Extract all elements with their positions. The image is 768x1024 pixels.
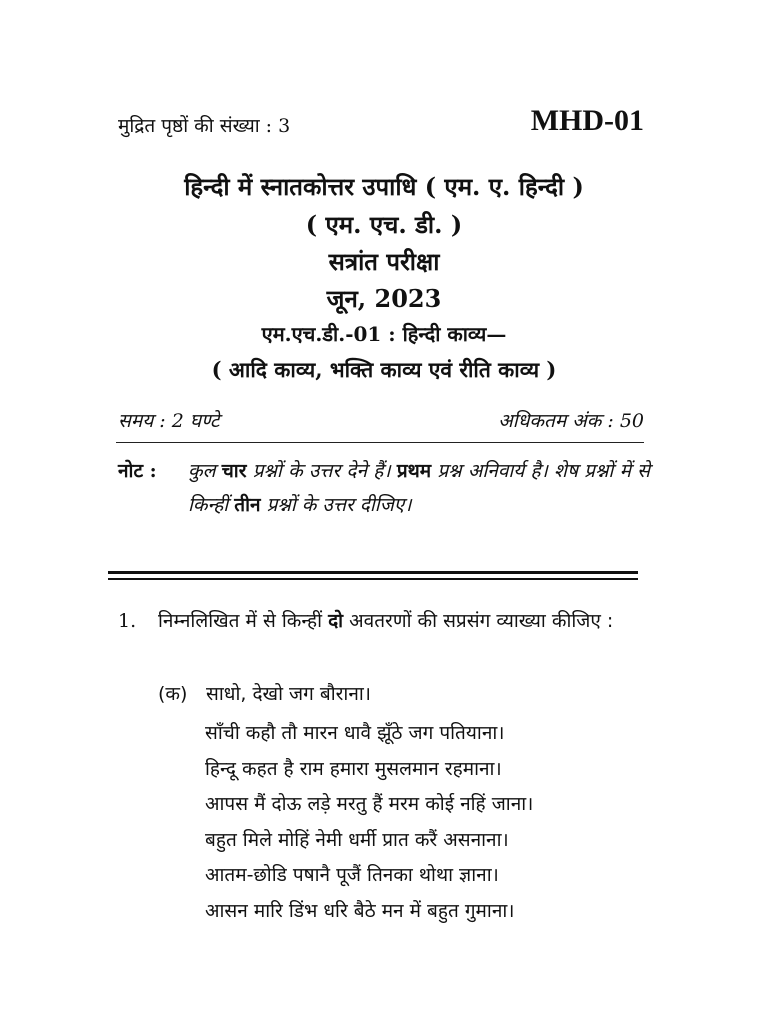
divider-double-top — [108, 571, 638, 574]
verse-block — [205, 716, 533, 929]
verse-line: आतम-छोडि पषानै पूजैं तिनका थोथा ज्ञाना। — [205, 864, 499, 886]
max-marks: अधिकतम अंक : 50 — [498, 410, 644, 432]
verse-line: हिन्दू कहत है राम हमारा मुसलमान रहमाना। — [205, 757, 502, 780]
degree-abbr: ( एम. एच. डी. ) — [305, 210, 463, 239]
note-text: कुल चार प्रश्नों के उत्तर देने हैं। प्रथम प्रश्न अनिवार्य है। शेष प्रश्नों में से किन्हीं तीन प्रश्नों के उत्तर दीजिए। — [188, 460, 651, 516]
question-text: निम्नलिखित में से किन्हीं दो अवतरणों की सप्रसंग व्याख्या कीजिए : — [158, 610, 614, 632]
course-code: MHD-01 — [530, 104, 644, 137]
verse-line: बहुत मिले मोहिं नेमी धर्मी प्रात करैं असनाना। — [205, 828, 509, 851]
paper-subtitle: ( आदि काव्य, भक्ति काव्य एवं रीति काव्य ) — [211, 357, 557, 382]
printed-pages-count: मुद्रित पृष्ठों की संख्या : 3 — [118, 115, 291, 137]
degree-title: हिन्दी में स्नातकोत्तर उपाधि ( एम. ए. हिन्दी ) — [184, 172, 584, 201]
exam-session: जून, 2023 — [326, 284, 442, 313]
subquestion-label: (क) — [158, 683, 188, 705]
paper-title: एम.एच.डी.-01 : हिन्दी काव्य— — [261, 322, 507, 346]
exam-time: समय : 2 घण्टे — [118, 410, 220, 432]
verse-line: आसन मारि डिंभ धरि बैठे मन में बहुत गुमाना। — [205, 899, 515, 922]
verse-line: आपस मैं दोऊ लड़े मरतु हैं मरम कोई नहिं जाना। — [205, 793, 534, 815]
verse-line: साँची कहौ तौ मारन धावै झूँठे जग पतियाना। — [205, 722, 505, 744]
question-number: 1. — [118, 610, 137, 632]
divider-thin — [116, 442, 644, 443]
divider-double-bottom — [108, 578, 638, 580]
subquestion-first-line: साधो, देखो जग बौराना। — [206, 683, 372, 705]
exam-type: सत्रांत परीक्षा — [328, 247, 440, 276]
note-label: नोट : — [118, 460, 157, 482]
